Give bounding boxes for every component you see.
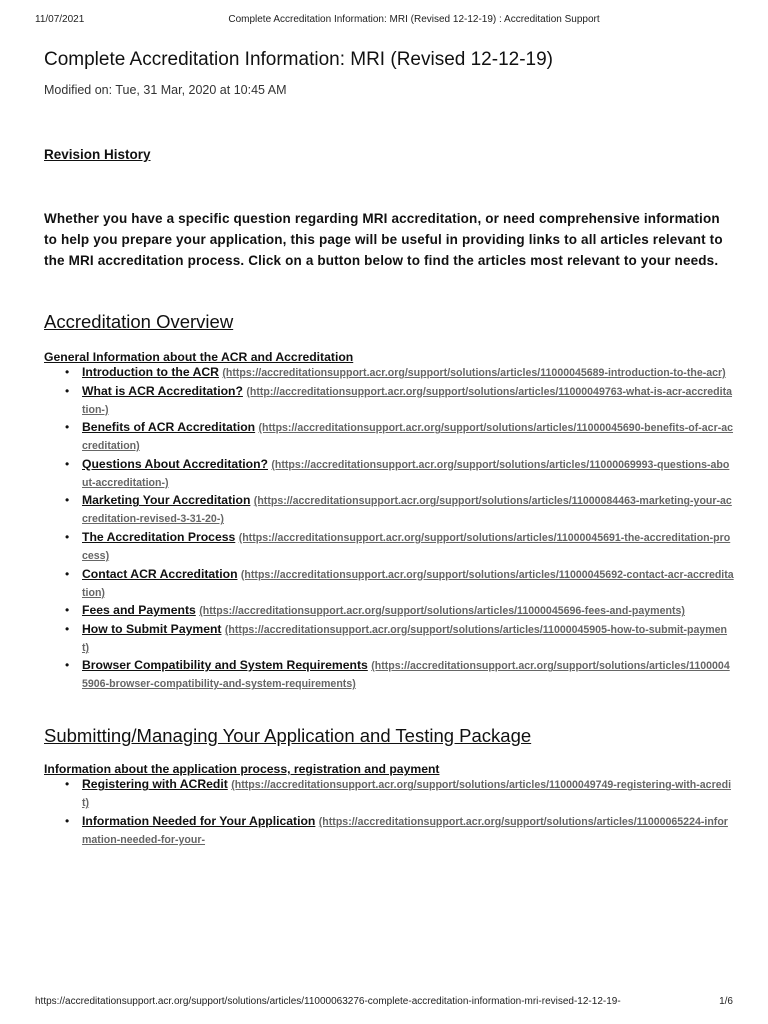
bullet-icon: • <box>65 456 70 471</box>
article-link-title[interactable]: What is ACR Accreditation? <box>82 383 243 398</box>
section-subheading: General Information about the ACR and Accreditation <box>44 350 354 364</box>
print-date: 11/07/2021 <box>35 14 85 25</box>
bullet-icon: • <box>65 529 70 544</box>
bullet-icon: • <box>65 603 70 618</box>
article-list <box>44 364 734 693</box>
article-link-url[interactable]: (https://accreditationsupport.acr.org/support/solutions/articles/11000045905-how-to-submit-payment) <box>82 623 728 654</box>
section-title: Accreditation Overview <box>44 311 234 332</box>
article-link-url[interactable]: (http://accreditationsupport.acr.org/support/solutions/articles/11000049763-what-is-acr-accreditation-) <box>82 385 733 416</box>
section-submitting-application <box>44 725 734 849</box>
article-link-url[interactable]: (https://accreditationsupport.acr.org/support/solutions/articles/11000049749-registering-with-acredit) <box>82 779 732 810</box>
revision-history-link[interactable]: Revision History <box>44 147 151 162</box>
print-document-title: Complete Accreditation Information: MRI (Revised 12-12-19) : Accreditation Support <box>228 14 600 25</box>
bullet-icon: • <box>65 365 70 379</box>
list-item <box>44 364 734 382</box>
article-link-url[interactable]: (https://accreditationsupport.acr.org/support/solutions/articles/11000065224-information-needed-for-your- <box>82 815 728 846</box>
article-link-url[interactable]: (https://accreditationsupport.acr.org/support/solutions/articles/11000045689-introduction-to-the-acr) <box>222 367 726 379</box>
article-link-title[interactable]: Contact ACR Accreditation <box>82 566 238 581</box>
modified-date: Modified on: Tue, 31 Mar, 2020 at 10:45 AM <box>44 83 287 97</box>
bullet-icon: • <box>65 566 70 581</box>
article-link-title[interactable]: Information Needed for Your Application <box>82 813 316 828</box>
article-link-url[interactable]: (https://accreditationsupport.acr.org/support/solutions/articles/11000045690-benefits-of-acr-accreditation) <box>82 422 734 453</box>
list-item <box>44 383 734 419</box>
article-link-url[interactable]: (https://accreditationsupport.acr.org/support/solutions/articles/11000045906-browser-compatibility-and-system-requirements) <box>82 660 730 691</box>
article-link-url[interactable]: (https://accreditationsupport.acr.org/support/solutions/articles/11000084463-marketing-your-accreditation-revised-3-31-20-) <box>82 495 732 526</box>
list-item <box>44 529 734 565</box>
bullet-icon: • <box>65 493 70 508</box>
bullet-icon: • <box>65 777 70 792</box>
page-number: 1/6 <box>719 996 733 1007</box>
section-subheading: Information about the application process, registration and payment <box>44 762 440 777</box>
article-list <box>44 776 734 849</box>
article-link-title[interactable]: Fees and Payments <box>82 603 196 618</box>
list-item <box>44 456 734 492</box>
list-item <box>44 566 734 602</box>
bullet-icon: • <box>65 420 70 435</box>
list-item <box>44 776 734 812</box>
page-title: Complete Accreditation Information: MRI (Revised 12-12-19) <box>44 49 554 70</box>
article-link-url[interactable]: (https://accreditationsupport.acr.org/support/solutions/articles/11000045691-the-accreditation-process) <box>82 531 731 562</box>
article-link-title[interactable]: Registering with ACRedit <box>82 777 228 792</box>
article-link-title[interactable]: How to Submit Payment <box>82 621 222 636</box>
list-item <box>44 419 734 455</box>
article-link-title[interactable]: The Accreditation Process <box>82 529 236 544</box>
article-content <box>44 46 734 850</box>
list-item <box>44 813 734 849</box>
intro-paragraph: Whether you have a specific question regarding MRI accreditation, or need comprehensive information to help you prepare your application, this page will be useful in providing links to all articles relevant to the MRI accreditation process. Click on a button below to find the articles most relevant to your needs. <box>44 211 723 268</box>
article-link-title[interactable]: Browser Compatibility and System Requirements <box>82 658 368 673</box>
section-accreditation-overview <box>44 311 734 693</box>
list-item <box>44 492 734 528</box>
article-link-title[interactable]: Introduction to the ACR <box>82 365 219 379</box>
bullet-icon: • <box>65 621 70 636</box>
article-link-title[interactable]: Questions About Accreditation? <box>82 456 268 471</box>
list-item <box>44 621 734 657</box>
article-link-url[interactable]: (https://accreditationsupport.acr.org/support/solutions/articles/11000045696-fees-and-payments) <box>199 605 685 618</box>
section-title: Submitting/Managing Your Application and Testing Package <box>44 725 532 747</box>
bullet-icon: • <box>65 658 70 673</box>
article-link-title[interactable]: Benefits of ACR Accreditation <box>82 420 256 435</box>
print-url: https://accreditationsupport.acr.org/support/solutions/articles/11000063276-complete-accreditation-information-mri-revised-12-12-19- <box>35 996 621 1007</box>
article-link-url[interactable]: (https://accreditationsupport.acr.org/support/solutions/articles/11000069993-questions-about-accreditation-) <box>82 458 730 489</box>
article-link-title[interactable]: Marketing Your Accreditation <box>82 493 251 508</box>
bullet-icon: • <box>65 383 70 398</box>
article-link-url[interactable]: (https://accreditationsupport.acr.org/support/solutions/articles/11000045692-contact-acr-accreditation) <box>82 568 734 599</box>
list-item <box>44 657 734 693</box>
list-item <box>44 602 734 620</box>
bullet-icon: • <box>65 813 70 828</box>
